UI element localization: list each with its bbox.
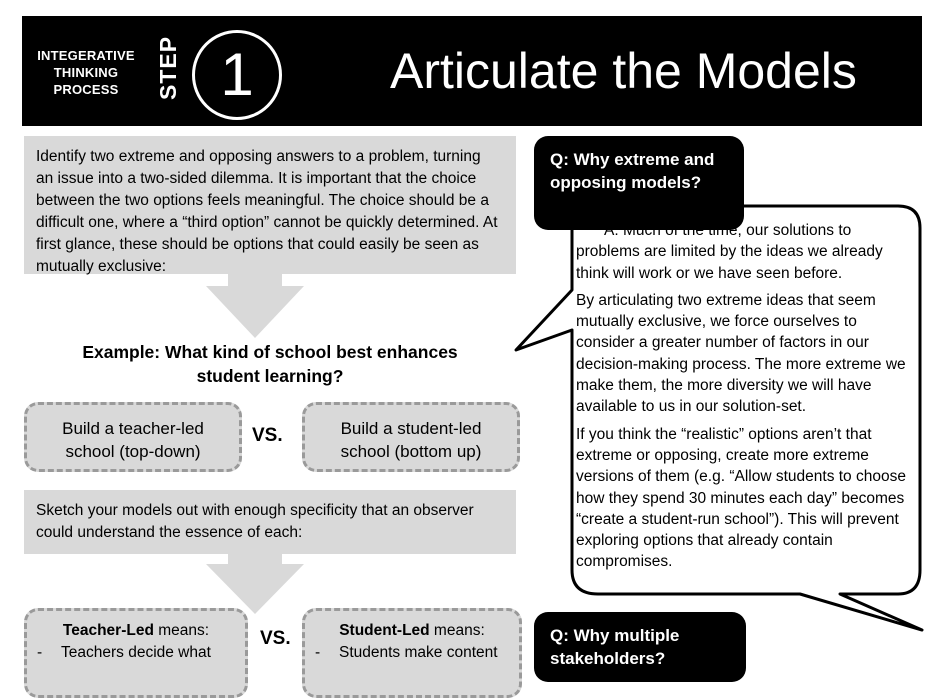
answer-paragraph: By articulating two extreme ideas that seem mutually exclusive, we force ourselves to consider a greater number of factors in our decision-making process. The more extreme we make them, the more diversity we will have available to us in our solution-set. [576,291,906,416]
means-title-rest: means: [429,622,485,639]
vs-label: VS. [260,628,291,649]
means-title-bold: Student-Led [339,622,430,639]
model-a-line: Build a teacher-led [62,419,204,438]
question-text: Q: Why multiple stakeholders? [550,626,680,668]
model-b-line: Build a student-led [340,419,482,438]
question-box-1 [534,136,744,230]
bullet-text: Teachers decide what [61,644,211,661]
step-label: STEP [155,35,181,100]
answer-paragraph: A: Much of the time, our solutions to problems are limited by the ideas we already think will work or we have seen before. [576,222,883,282]
model-b-line: school (bottom up) [340,442,482,461]
bullet-text: Students make content [339,644,498,661]
answer-text [576,220,906,579]
intro-text: Identify two extreme and opposing answers to a problem, turning an issue into a two-sided dilemma. It is important that the choice between the two options feels meaningful. The choice should be a difficult one, where a “third option” cannot be quickly determined. At first glance, these should be options that could easily be seen as mutually exclusive: [36,148,498,275]
question-box-2 [534,612,746,682]
example-line: Example: What kind of school best enhances [82,342,458,362]
process-label-line: PROCESS [53,82,119,97]
sketch-text: Sketch your models out with enough specificity that an observer could understand the essence of each: [36,502,474,541]
process-label-line: THINKING [53,65,119,80]
model-a-line: school (top-down) [65,442,201,461]
page-title: Articulate the Models [390,43,857,99]
answer-paragraph: If you think the “realistic” options aren’t that extreme or opposing, create more extreme versions of them (e.g. “Allow students to choose how they spend 30 minutes each day” becomes “create a student-run school”). This will prevent exploring options that already contain compromises. [576,425,906,571]
process-label-line: INTEGERATIVE [37,48,135,63]
bullet-dash: - [37,644,43,661]
bullet-dash: - [315,644,321,661]
vs-label: VS. [252,425,283,446]
means-title-rest: means: [153,622,210,639]
question-text: Q: Why extreme and opposing models? [550,150,715,192]
example-line: student learning? [196,366,344,386]
step-number: 1 [192,30,282,120]
means-title-bold: Teacher-Led [62,622,154,639]
